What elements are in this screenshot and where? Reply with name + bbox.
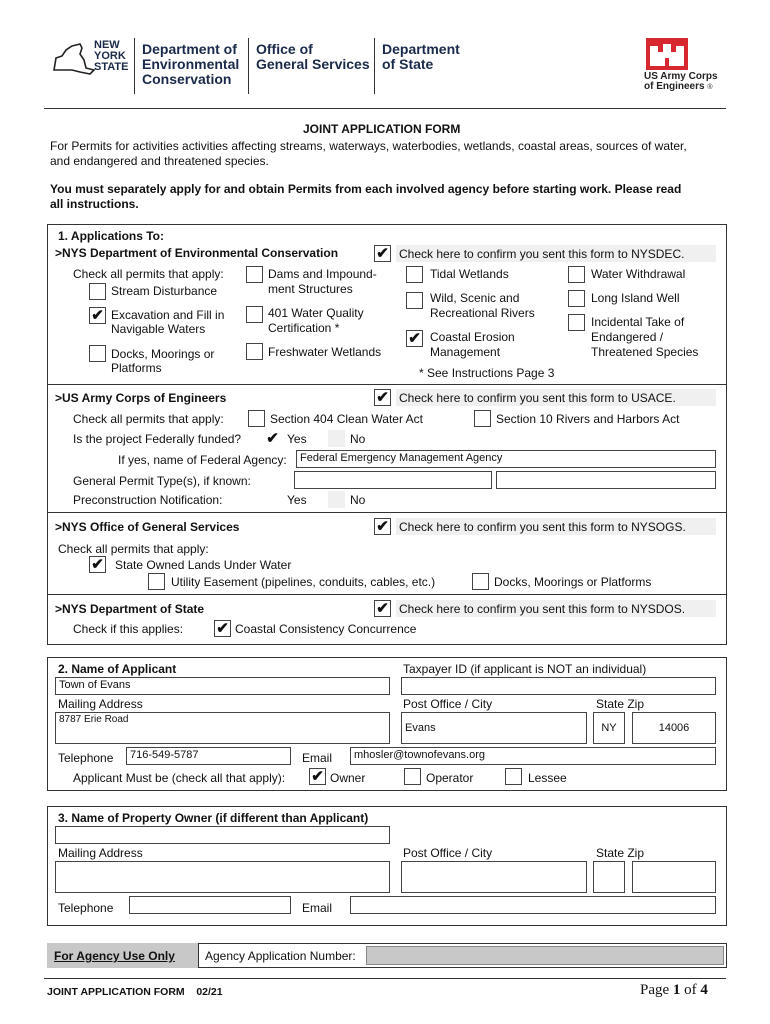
utility-easement-checkbox[interactable] — [148, 573, 165, 590]
owner-name-input[interactable] — [55, 826, 390, 844]
federal-agency-label: If yes, name of Federal Agency: — [118, 453, 287, 467]
page-number: 1 — [672, 982, 681, 998]
coastal-erosion-label: Coastal Erosion Management — [430, 330, 515, 359]
wild-scenic-checkbox[interactable] — [406, 292, 423, 309]
docks-moorings-checkbox[interactable] — [89, 345, 106, 362]
owner-mailing-label: Mailing Address — [58, 846, 143, 860]
ogs-logo-text: Office of General Services — [256, 41, 370, 72]
general-permit-input-2[interactable] — [496, 471, 716, 489]
water-withdrawal-checkbox[interactable] — [568, 266, 585, 283]
federal-no-checkbox[interactable] — [328, 430, 345, 447]
federal-funded-question: Is the project Federally funded? — [73, 432, 242, 446]
see-instructions-note: * See Instructions Page 3 — [419, 366, 555, 380]
section-10-label: Section 10 Rivers and Harbors Act — [496, 412, 680, 426]
tidal-wetlands-label: Tidal Wetlands — [430, 267, 509, 281]
owner-city-input[interactable] — [401, 861, 587, 893]
incidental-take-label: Incidental Take of Endangered / Threatened Species — [591, 315, 699, 359]
usace-heading: >US Army Corps of Engineers — [55, 391, 227, 405]
general-permit-label: General Permit Type(s), if known: — [73, 474, 251, 488]
header-rule — [44, 108, 726, 109]
taxpayer-label: Taxpayer ID (if applicant is NOT an individual) — [403, 662, 647, 676]
zip-input[interactable]: 14006 — [632, 712, 716, 744]
state-input[interactable]: NY — [593, 712, 625, 744]
confirm-usace-checkbox[interactable]: ✔ — [374, 389, 391, 406]
dec-heading: >NYS Department of Environmental Conservation — [55, 246, 339, 260]
stream-disturbance-label: Stream Disturbance — [111, 284, 218, 298]
telephone-input[interactable]: 716-549-5787 — [126, 747, 291, 765]
ogs-docks-label: Docks, Moorings or Platforms — [494, 575, 652, 589]
precon-no-checkbox[interactable] — [328, 491, 345, 508]
federal-yes-label: Yes — [287, 432, 307, 446]
usace-castle-icon — [646, 38, 688, 70]
ny-state-map-icon — [50, 40, 98, 78]
dec-logo-text: Department of Environmental Conservation — [142, 41, 240, 87]
section-10-checkbox[interactable] — [474, 410, 491, 427]
footer-rule — [44, 978, 726, 979]
water-quality-401-checkbox[interactable] — [246, 306, 263, 323]
operator-checkbox[interactable] — [404, 768, 421, 785]
precon-no-label: No — [350, 493, 366, 507]
owner-state-input[interactable] — [593, 861, 625, 893]
agency-number-input[interactable] — [366, 946, 724, 965]
freshwater-wetlands-checkbox[interactable] — [246, 343, 263, 360]
federal-no-label: No — [350, 432, 366, 446]
excavation-fill-checkbox[interactable]: ✔ — [89, 307, 106, 324]
federal-yes-checkbox[interactable]: ✔ — [264, 430, 281, 447]
preconstruction-label: Preconstruction Notification: — [73, 493, 223, 507]
stream-disturbance-checkbox[interactable] — [89, 283, 106, 300]
dams-checkbox[interactable] — [246, 266, 263, 283]
page-indicator — [640, 982, 708, 999]
precon-yes-label: Yes — [287, 493, 307, 507]
operator-label: Operator — [426, 771, 474, 785]
state-owned-lands-checkbox[interactable]: ✔ — [89, 556, 106, 573]
footer-form-id: JOINT APPLICATION FORM 02/21 — [47, 986, 223, 998]
owner-checkbox[interactable]: ✔ — [309, 768, 326, 785]
owner-post-office-label: Post Office / City — [403, 846, 493, 860]
coastal-erosion-checkbox[interactable]: ✔ — [406, 330, 423, 347]
section-404-checkbox[interactable] — [248, 410, 265, 427]
owner-email-input[interactable] — [350, 896, 716, 914]
confirm-dec-label: Check here to confirm you sent this form to NYSDEC. — [399, 247, 685, 261]
dos-logo-text: Department of State — [382, 41, 460, 72]
state-owned-lands-label: State Owned Lands Under Water — [115, 558, 292, 572]
lessee-checkbox[interactable] — [505, 768, 522, 785]
dos-heading: >NYS Department of State — [55, 602, 205, 616]
utility-easement-label: Utility Easement (pipelines, conduits, cables, etc.) — [171, 575, 436, 589]
confirm-dos-checkbox[interactable]: ✔ — [374, 600, 391, 617]
logo-divider — [374, 38, 375, 94]
tidal-wetlands-checkbox[interactable] — [406, 266, 423, 283]
mailing-address-input[interactable]: 8787 Erie Road — [55, 712, 390, 744]
check-all-label: Check all permits that apply: — [73, 267, 224, 281]
owner-zip-input[interactable] — [632, 861, 716, 893]
owner-mailing-input[interactable] — [55, 861, 390, 893]
owner-telephone-label: Telephone — [58, 901, 114, 915]
city-input[interactable]: Evans — [401, 712, 587, 744]
agency-number-label: Agency Application Number: — [205, 949, 356, 963]
federal-agency-input[interactable]: Federal Emergency Management Agency — [296, 450, 716, 468]
long-island-well-label: Long Island Well — [591, 291, 680, 305]
owner-telephone-input[interactable] — [129, 896, 291, 914]
owner-label: Owner — [330, 771, 366, 785]
section-404-label: Section 404 Clean Water Act — [270, 412, 423, 426]
logo-divider — [134, 38, 135, 94]
dams-label: Dams and Impound- ment Structures — [268, 267, 377, 296]
incidental-take-checkbox[interactable] — [568, 314, 585, 331]
freshwater-wetlands-label: Freshwater Wetlands — [268, 345, 382, 359]
confirm-usace-label: Check here to confirm you sent this form to USACE. — [399, 391, 676, 405]
email-input[interactable]: mhosler@townofevans.org — [350, 747, 716, 765]
owner-state-zip-label: State Zip — [596, 846, 645, 860]
dos-check-label: Check if this applies: — [73, 622, 184, 636]
state-zip-label: State Zip — [596, 697, 645, 711]
taxpayer-id-input[interactable] — [401, 677, 716, 695]
ogs-heading: >NYS Office of General Services — [55, 520, 240, 534]
water-withdrawal-label: Water Withdrawal — [591, 267, 686, 281]
agency-use-label: For Agency Use Only — [54, 949, 175, 963]
section-2-heading: 2. Name of Applicant — [58, 662, 177, 676]
confirm-ogs-checkbox[interactable]: ✔ — [374, 518, 391, 535]
ogs-check-all-label: Check all permits that apply: — [58, 542, 209, 556]
divider — [47, 594, 727, 595]
coastal-consistency-checkbox[interactable]: ✔ — [214, 620, 231, 637]
coastal-consistency-label: Coastal Consistency Concurrence — [235, 622, 417, 636]
warning-text: You must separately apply for and obtain Permits from each involved agency before starting work. Please read all instructions. — [50, 182, 682, 211]
telephone-label: Telephone — [58, 751, 114, 765]
section-1-heading: 1. Applications To: — [58, 229, 165, 243]
applicant-name-input[interactable]: Town of Evans — [55, 677, 390, 695]
docks-moorings-label: Docks, Moorings or Platforms — [111, 347, 215, 375]
logo-divider — [248, 38, 249, 94]
general-permit-input-1[interactable] — [294, 471, 492, 489]
page-word: Page — [640, 982, 670, 998]
form-title: JOINT APPLICATION FORM — [303, 122, 461, 136]
mailing-address-label: Mailing Address — [58, 697, 143, 711]
divider — [47, 512, 727, 513]
lessee-label: Lessee — [528, 771, 567, 785]
confirm-ogs-label: Check here to confirm you sent this form to NYSOGS. — [399, 520, 686, 534]
usace-logo-text: US Army Corps of Engineers ® — [644, 71, 718, 92]
applicant-must-be-label: Applicant Must be (check all that apply): — [73, 771, 286, 785]
usace-check-all-label: Check all permits that apply: — [73, 412, 224, 426]
divider — [47, 384, 727, 385]
section-3-heading: 3. Name of Property Owner (if different than Applicant) — [58, 811, 369, 825]
confirm-dec-checkbox[interactable]: ✔ — [374, 245, 391, 262]
email-label: Email — [302, 751, 333, 765]
wild-scenic-label: Wild, Scenic and Recreational Rivers — [430, 291, 535, 320]
excavation-fill-label: Excavation and Fill in Navigable Waters — [111, 308, 225, 336]
confirm-dos-label: Check here to confirm you sent this form to NYSDOS. — [399, 602, 686, 616]
intro-text: For Permits for activities activities affecting streams, waterways, waterbodies, wetlands, coastal areas, sources of water, and endangered and threatened species. — [50, 139, 687, 168]
post-office-label: Post Office / City — [403, 697, 493, 711]
owner-email-label: Email — [302, 901, 333, 915]
long-island-well-checkbox[interactable] — [568, 290, 585, 307]
ny-logo-text: NEW YORK STATE — [94, 39, 129, 73]
water-quality-401-label: 401 Water Quality Certification * — [268, 306, 364, 335]
page-total: 4 — [700, 982, 708, 998]
of-word: of — [684, 982, 697, 998]
ogs-docks-checkbox[interactable] — [472, 573, 489, 590]
